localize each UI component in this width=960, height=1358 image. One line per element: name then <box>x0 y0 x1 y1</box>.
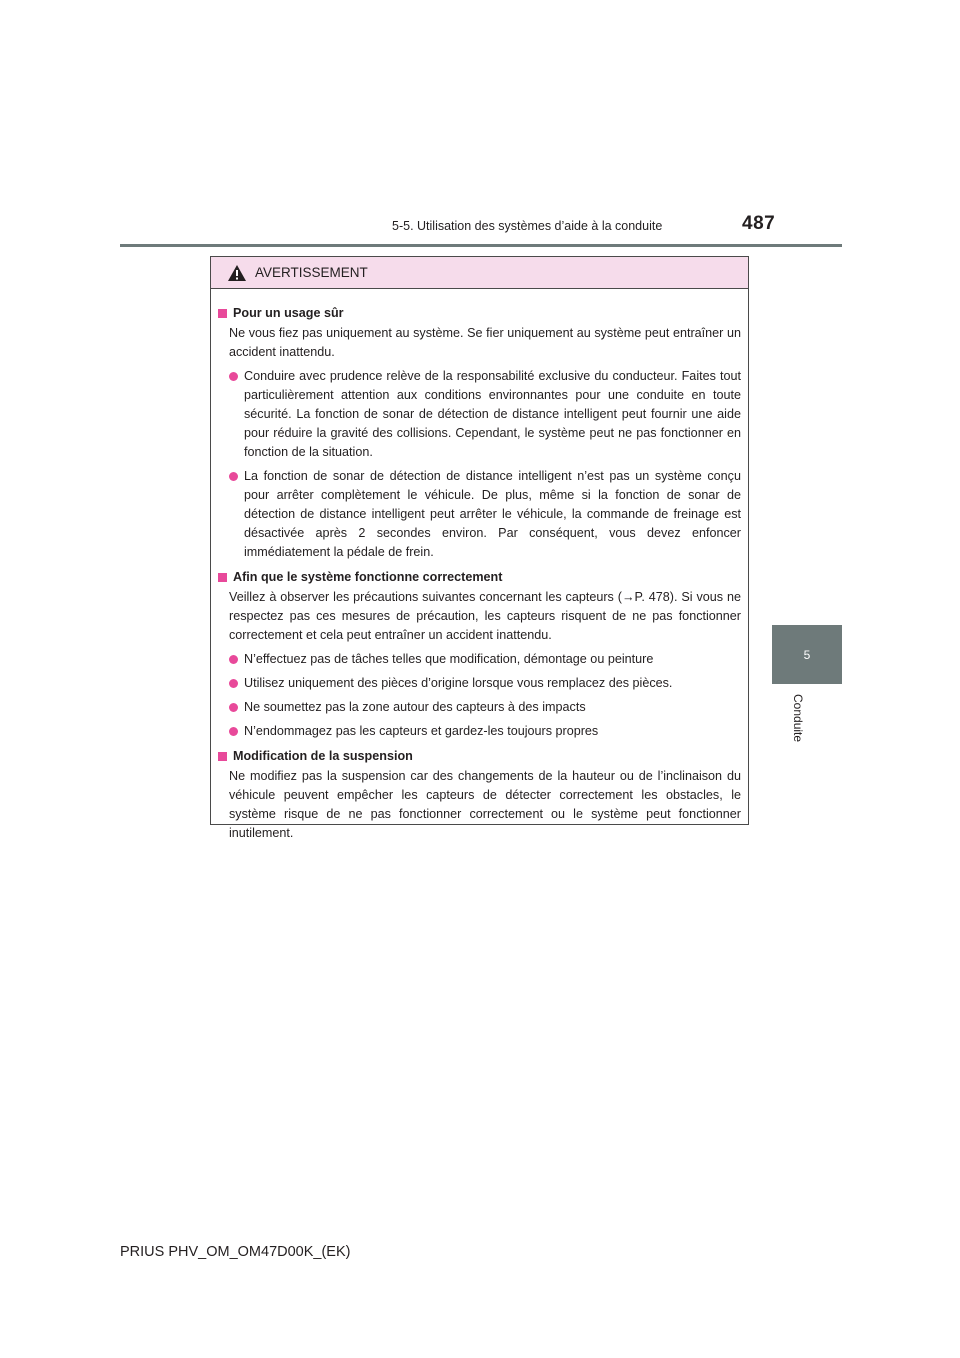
list-item <box>218 650 741 669</box>
footer-code: PRIUS PHV_OM_OM47D00K_(EK) <box>120 1244 351 1260</box>
list-item-text: Ne soumettez pas la zone autour des capteurs à des impacts <box>244 700 586 714</box>
warning-body <box>211 289 748 846</box>
chapter-number: 5 <box>803 647 811 662</box>
list-item-text: Conduire avec prudence relève de la responsabilité exclusive du conducteur. Faites tout particulièrement attention aux conditions environnantes pour une conduite en toute sécurité. La fonction de sonar de détection de distance intelligent peut fournir une aide pour réduire la gravité des collisions. Cependant, le système peut ne pas fonctionner en fonction de la situation. <box>244 369 741 459</box>
list-item <box>218 722 741 741</box>
warning-title: AVERTISSEMENT <box>255 265 368 280</box>
list-item-text: N’endommagez pas les capteurs et gardez-les toujours propres <box>244 724 599 738</box>
circle-bullet-icon <box>229 655 238 664</box>
circle-bullet-icon <box>229 703 238 712</box>
circle-bullet-icon <box>229 679 238 688</box>
section-title-text: Afin que le système fonctionne correctement <box>233 570 503 584</box>
header-rule <box>120 244 842 247</box>
square-bullet-icon <box>218 752 227 761</box>
list-item-text: La fonction de sonar de détection de distance intelligent n’est pas un système conçu pour arrêter complètement le véhicule. De plus, même si la fonction de sonar de détection de distance intelligent peut arrêter le véhicule, la commande de freinage est désactivée après 2 secondes environ. Par conséquent, vous devez enfoncer immédiatement la pédale de frein. <box>244 469 741 559</box>
square-bullet-icon <box>218 309 227 318</box>
list-item <box>218 367 741 462</box>
page-header-section: 5-5. Utilisation des systèmes d’aide à la conduite <box>392 219 663 233</box>
list-item-text: Utilisez uniquement des pièces d’origine lorsque vous remplacez des pièces. <box>244 676 673 690</box>
list-item <box>218 698 741 717</box>
circle-bullet-icon <box>229 372 238 381</box>
section-paragraph: Ne vous fiez pas uniquement au système. Se fier uniquement au système peut entraîner un accident inattendu. <box>229 326 741 359</box>
section-title-text: Pour un usage sûr <box>233 306 344 320</box>
warning-section-title <box>218 568 741 587</box>
chapter-tab <box>772 625 842 684</box>
list-item <box>218 467 741 562</box>
square-bullet-icon <box>218 573 227 582</box>
page-number: 487 <box>742 213 776 234</box>
warning-triangle-icon <box>227 264 247 282</box>
warning-section-title <box>218 747 741 766</box>
section-title-text: Modification de la suspension <box>233 749 413 763</box>
list-item <box>218 674 741 693</box>
circle-bullet-icon <box>229 727 238 736</box>
warning-section-title <box>218 304 741 323</box>
circle-bullet-icon <box>229 472 238 481</box>
list-item-text: N’effectuez pas de tâches telles que modification, démontage ou peinture <box>244 652 654 666</box>
warning-box <box>210 256 749 840</box>
section-paragraph: Ne modifiez pas la suspension car des changements de la hauteur ou de l’inclinaison du véhicule peuvent empêcher les capteurs de détecter correctement les obstacles, le système risque de ne pas fonctionner correctement ou le système peut fonctionner inutilement. <box>229 769 741 840</box>
chapter-label: Conduite <box>791 694 805 743</box>
warning-header <box>211 257 748 289</box>
section-paragraph: Veillez à observer les précautions suivantes concernant les capteurs (→P. 478). Si vous ne respectez pas ces mesures de précaution, les capteurs risquent de ne pas fonctionner correctement et cela peut entraîner un accident inattendu. <box>229 590 741 642</box>
